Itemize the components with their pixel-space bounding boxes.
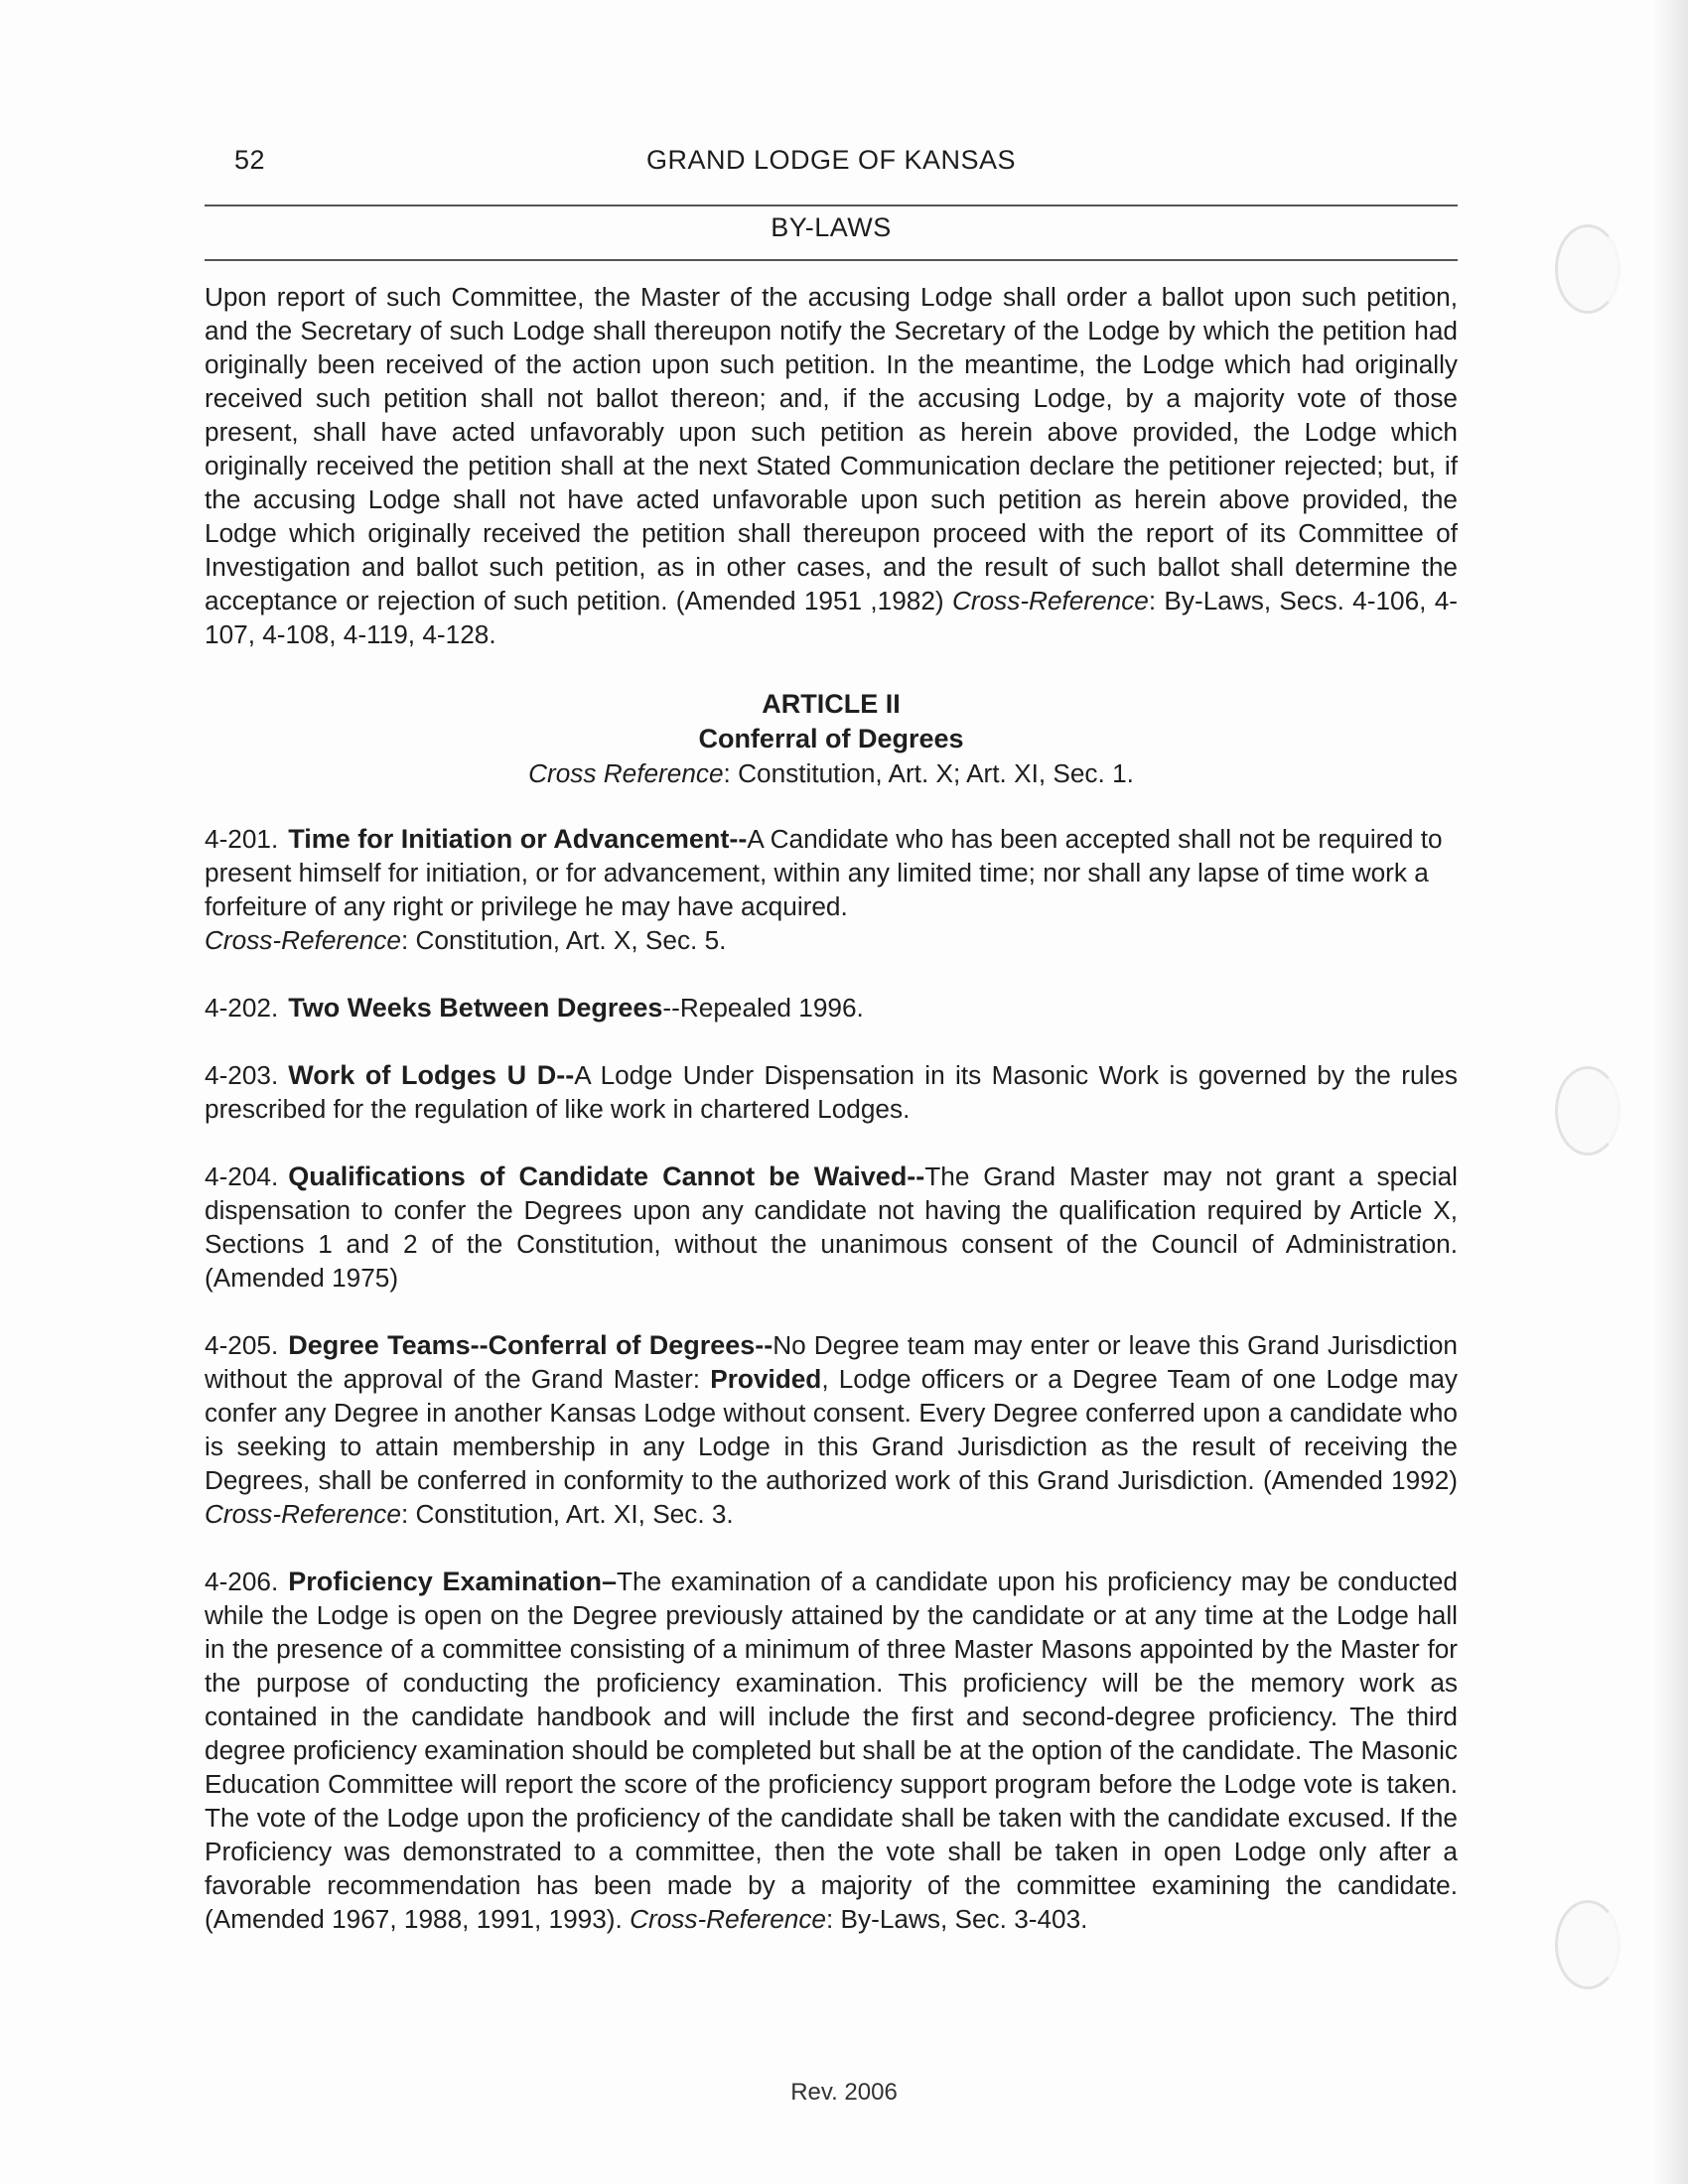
section-title: Two Weeks Between Degrees [288,993,663,1023]
section-xref-label: Cross-Reference [205,1499,401,1529]
article-title: ARTICLE II [762,689,901,719]
section-body: A Candidate who has been accepted shall not be required to present himself for initiation, or for advancement, within any limited time; nor shall any lapse of time work a forfeiture of any right or privilege he may have acquired. [205,824,1443,921]
header-rule-top [205,205,1458,206]
page-header [205,145,1458,185]
section-body: The Grand Master may not grant a special dispensation to confer the Degrees upon any candidate not having the qualification required by Article X, Sections 1 and 2 of the Constitution, without the unanimous consent of the Council of Administration. (Amended 1975) [205,1161,1458,1293]
page-number: 52 [234,145,266,175]
section-title: Degree Teams--Conferral of Degrees-- [288,1330,774,1360]
intro-xref-label: Cross-Reference [951,586,1149,615]
section-body-end: , Lodge officers or a Degree Team of one Lodge may confer any Degree in another Kansas Lodge without consent. Every Degree conferred upon a candidate who is seeking to attain membership in any Lodge in this Grand Jurisdiction as the result of receiving the Degrees, shall be conferred in conformity to the authorized work of this Grand Jurisdiction. (Amended 1992) [205,1364,1458,1495]
section-4-202 [205,991,1458,1024]
section-4-206 [205,1565,1458,1936]
intro-xref-text: : By-Laws, Secs. 4-106, 4-107, 4-108, 4-119, 4-128. [205,586,1458,649]
section-body: The examination of a candidate upon his proficiency may be conducted while the Lodge is open on the Degree previously attained by the candidate or at any time at the Lodge hall in the presence of a committee consisting of a minimum of three Master Masons appointed by the Master for the purpose of conducting the proficiency examination. This proficiency will be the memory work as contained in the candidate handbook and will include the first and second-degree proficiency. The third degree proficiency examination should be completed but shall be at the option of the candidate. The Masonic Education Committee will report the score of the proficiency support program before the Lodge vote is taken. The vote of the Lodge upon the proficiency of the candidate shall be taken with the candidate excused. If the Proficiency was demonstrated to a committee, then the vote shall be taken in open Lodge only after a favorable recommendation has been made by a majority of the committee examining the candidate. (Amended 1967, 1988, 1991, 1993). [205,1567,1458,1934]
article-xref-label: Cross Reference [528,758,724,788]
section-body: A Lodge Under Dispensation in its Masonic Work is governed by the rules prescribed for the regulation of like work in chartered Lodges. [205,1060,1459,1124]
section-number: 4-201. [205,824,279,854]
section-4-203 [205,1058,1458,1126]
intro-text: Upon report of such Committee, the Master of the accusing Lodge shall order a ballot upon such petition, and the Secretary of such Lodge shall thereupon notify the Secretary of the Lodge by which the petition had originally been received of the action upon such petition. In the meantime, the Lodge which had originally received such petition shall not ballot thereon; and, if the accusing Lodge, by a majority vote of those present, shall have acted unfavorably upon such petition as herein above provided, the Lodge which originally received the petition shall at the next Stated Communication declare the petitioner rejected; but, if the accusing Lodge shall not have acted unfavorable upon such petition as herein above provided, the Lodge which originally received the petition shall thereupon proceed with the report of its Committee of Investigation and ballot such petition, as in other cases, and the result of such ballot shall determine the acceptance or rejection of such petition. (Amended 1951 ,1982) [205,282,1458,615]
section-number: 4-206. [205,1567,279,1596]
section-body-start: No Degree team may enter or leave this Grand Jurisdiction without the approval of the Grand Master: [205,1330,1458,1394]
binder-hole-bottom [1555,1900,1620,1989]
running-title: GRAND LODGE OF KANSAS [645,145,1017,175]
section-xref-label: Cross-Reference [205,925,401,955]
section-xref-text: : Constitution, Art. XI, Sec. 3. [400,1499,734,1529]
binder-hole-middle [1555,1066,1620,1156]
header-rule-bottom [205,259,1458,261]
document-body [205,280,1458,1970]
section-number: 4-203. [205,1060,279,1090]
article-xref [205,756,1458,790]
section-title: Work of Lodges U D-- [288,1060,575,1090]
binder-hole-top [1555,224,1620,314]
section-number: 4-205. [205,1330,279,1360]
section-body: --Repealed 1996. [662,993,864,1023]
revision-footer: Rev. 2006 [790,2079,898,2106]
article-subtitle: Conferral of Degrees [698,724,964,753]
section-number: 4-202. [205,993,279,1023]
section-title: Proficiency Examination– [288,1567,618,1596]
section-4-204 [205,1160,1458,1295]
article-xref-text: : Constitution, Art. X; Art. XI, Sec. 1. [723,758,1134,788]
section-body-emphasis: Provided [710,1364,822,1394]
section-4-205 [205,1328,1458,1531]
section-4-201 [205,822,1458,957]
section-xref-text: : By-Laws, Sec. 3-403. [826,1904,1088,1934]
page-edge-shadow [1650,0,1688,2184]
section-title: Qualifications of Candidate Cannot be Waived-- [288,1161,925,1191]
section-number: 4-204. [205,1161,279,1191]
intro-paragraph [205,280,1458,651]
section-subhead: BY-LAWS [771,212,892,242]
section-xref-label: Cross-Reference [630,1904,826,1934]
section-xref-text: : Constitution, Art. X, Sec. 5. [400,925,727,955]
section-title: Time for Initiation or Advancement-- [288,824,748,854]
article-heading [205,687,1458,790]
